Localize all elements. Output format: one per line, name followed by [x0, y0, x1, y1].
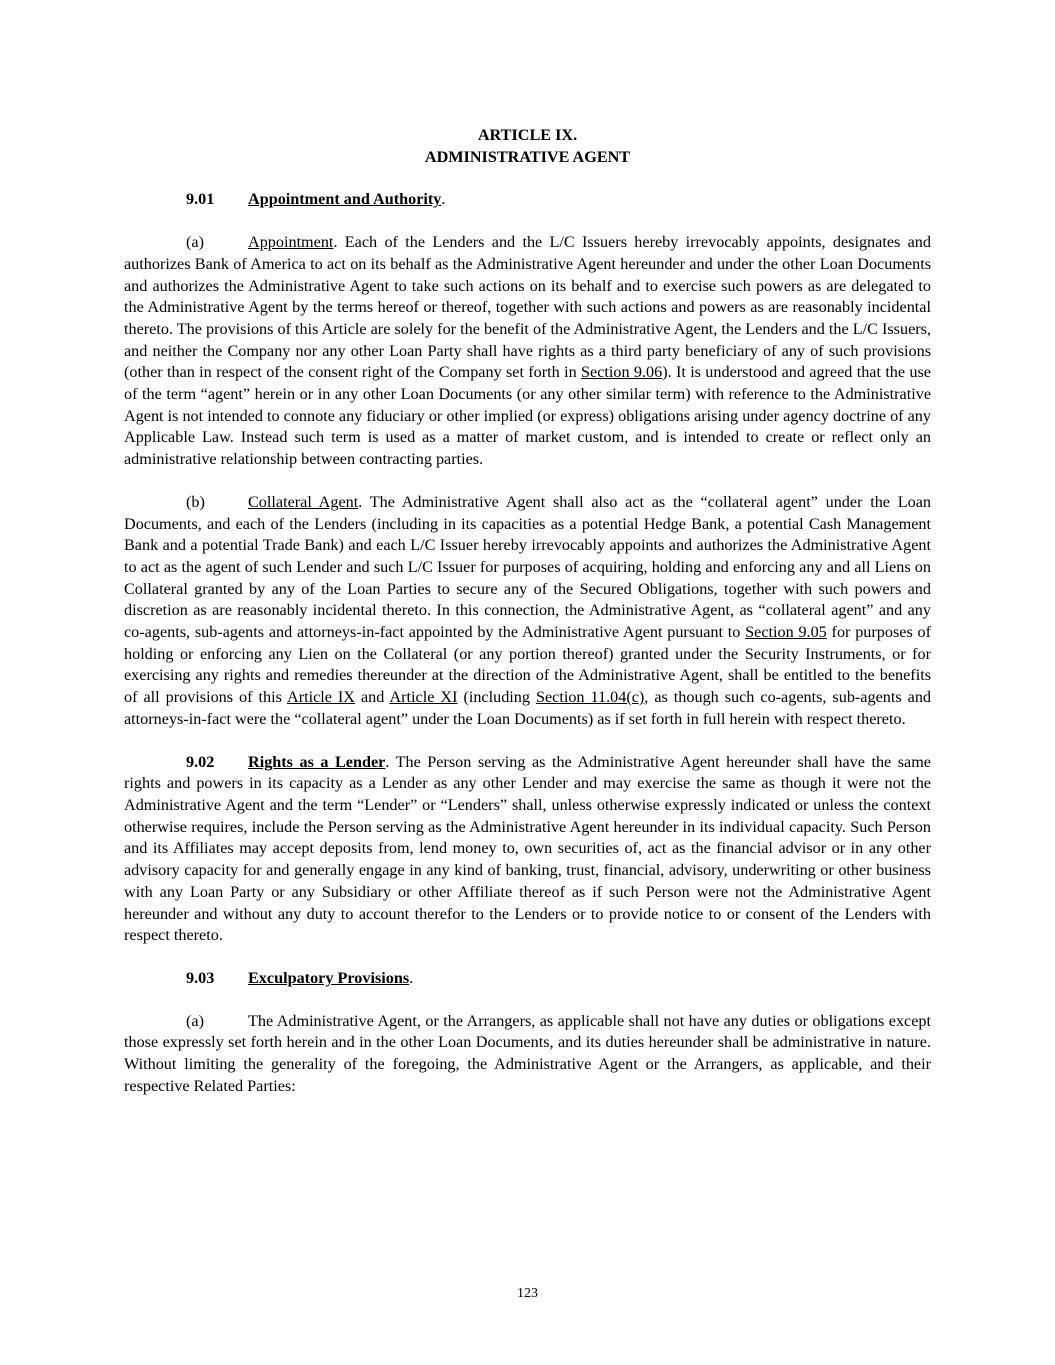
- section-9-01-heading: [124, 189, 931, 211]
- section-9-03-heading: [124, 968, 931, 990]
- cross-reference-section-9-05: Section 9.05: [745, 623, 827, 642]
- section-title: Exculpatory Provisions: [248, 968, 410, 987]
- paragraph-9-01-a: [124, 232, 931, 471]
- section-number: 9.01: [186, 190, 215, 209]
- clause-text: The Administrative Agent, or the Arrangers, as applicable shall not have any duties or obligations except those expressly set forth herein and in the other Loan Documents, and its duties hereunder shall be administrative in nature. Without limiting the generality of the foregoing, the Administrative Agent or the Arrangers, as applicable, and their respective Related Parties:: [124, 1011, 931, 1095]
- heading-period: .: [409, 968, 414, 987]
- document-page: [124, 125, 931, 1097]
- section-title: Appointment and Authority: [248, 190, 442, 209]
- clause-text: (including: [457, 688, 536, 707]
- clause-label: (b): [186, 492, 205, 511]
- cross-reference-section-11-04c: Section 11.04(c): [535, 688, 645, 707]
- clause-label: (a): [186, 1011, 204, 1030]
- clause-text: for purposes of holding or enforcing any Lien on the Collateral (or any portion thereof) granted under the Security Instruments, or for exercising any rights and remedies thereunder at the direction of the Administrative Agent, shall be entitled to the benefits of all provisions of this: [124, 623, 931, 707]
- section-number: 9.03: [186, 968, 215, 987]
- clause-label: (a): [186, 233, 204, 252]
- clause-text: . Each of the Lenders and the L/C Issuers hereby irrevocably appoints, designates and authorizes Bank of America to act on its behalf as the Administrative Agent hereunder and under the other Loan Documents and authorizes the Administrative Agent to take such actions on its behalf and to exercise such powers as are delegated to the Administrative Agent by the terms hereof or thereof, together with such actions and powers as are reasonably incidental thereto. The provisions of this Article are solely for the benefit of the Administrative Agent, the Lenders and the L/C Issuers, and neither the Company nor any other Loan Party shall have rights as a third party beneficiary of any of such provisions (other than in respect of the consent right of the Company set forth in: [124, 233, 931, 382]
- section-title: Rights as a Lender: [248, 752, 386, 771]
- section-number: 9.02: [186, 752, 215, 771]
- clause-text: ). It is understood and agreed that the use of the term “agent” herein or in any other Loan Documents (or any other similar term) with reference to the Administrative Agent is not intended to connote any fiduciary or other implied (or express) obligations arising under agency doctrine of any Applicable Law. Instead such term is used as a matter of market custom, and is intended to create or reflect only an administrative relationship between contracting parties.: [124, 363, 931, 469]
- paragraph-9-03-a: [124, 1011, 931, 1098]
- cross-reference-section-9-06: Section 9.06: [581, 363, 663, 382]
- heading-period: .: [441, 190, 446, 209]
- clause-heading: Appointment: [248, 233, 334, 252]
- cross-reference-article-xi: Article XI: [389, 688, 458, 707]
- page-number: 123: [517, 1286, 538, 1301]
- paragraph-9-01-b: [124, 492, 931, 731]
- section-text: . The Person serving as the Administrative Agent hereunder shall have the same rights and powers in its capacity as a Lender as any other Lender and may exercise the same as though it were not the Administrative Agent and the term “Lender” or “Lenders” shall, unless otherwise expressly indicated or unless the context otherwise requires, include the Person serving as the Administrative Agent hereunder in its individual capacity. Such Person and its Affiliates may accept deposits from, lend money to, own securities of, act as the financial advisor or in any other advisory capacity for and generally engage in any kind of banking, trust, financial, advisory, underwriting or other business with any Loan Party or any Subsidiary or other Affiliate thereof as if such Person were not the Administrative Agent hereunder and without any duty to account therefor to the Lenders or to provide notice to or consent of the Lenders with respect thereto.: [124, 752, 931, 945]
- clause-text: , as though such co-agents, sub-agents and attorneys-in-fact were the “collateral agent” under the Loan Documents) as if set forth in full herein with respect thereto.: [124, 688, 932, 728]
- clause-text: and: [355, 688, 390, 707]
- article-title: ADMINISTRATIVE AGENT: [424, 147, 631, 166]
- clause-text: . The Administrative Agent shall also act as the “collateral agent” under the Loan Documents, and each of the Lenders (including in its capacities as a potential Hedge Bank, a potential Cash Management Bank and a potential Trade Bank) and each L/C Issuer hereby irrevocably appoints and authorizes the Administrative Agent to act as the agent of such Lender and such L/C Issuer for purposes of acquiring, holding and enforcing any and all Liens on Collateral granted by any of the Loan Parties to secure any of the Secured Obligations, together with such powers and discretion as are reasonably incidental thereto. In this connection, the Administrative Agent, as “collateral agent” and any co-agents, sub-agents and attorneys-in-fact appointed by the Administrative Agent pursuant to: [124, 492, 931, 642]
- section-9-02: [124, 752, 931, 947]
- clause-heading: Collateral Agent: [248, 492, 359, 511]
- article-number: ARTICLE IX.: [477, 126, 578, 144]
- cross-reference-article-ix: Article IX: [287, 688, 356, 707]
